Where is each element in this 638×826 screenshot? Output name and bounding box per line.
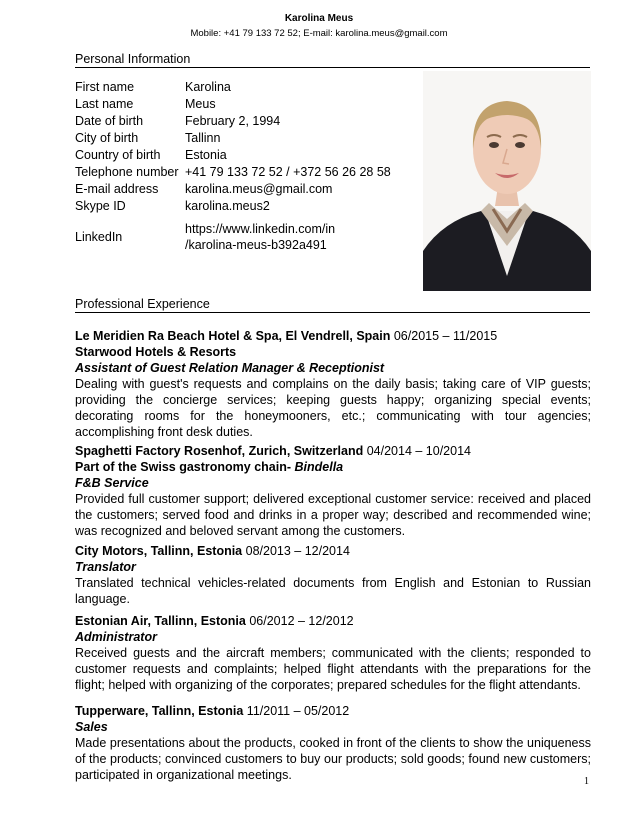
linkedin-link-line1: https://www.linkedin.com/in [185,222,336,236]
info-row [75,181,415,198]
info-value: +41 79 133 72 52 / +372 56 26 28 58 [185,165,391,179]
job-role: Assistant of Guest Relation Manager & Receptionist [75,361,385,375]
job-description: Made presentations about the products, cooked in front of the clients to show the uniqueness of the products; convinced customers to buy our products; sold goods; found new customers; participated in organizational meetings. [75,736,591,782]
profile-photo [423,71,591,291]
job-description: Dealing with guest's requests and complains on the daily basis; taking care of VIP guests; providing the concierge services; keeping guests happy; organizing special events; decorating rooms for the honeymooners, etc.; communicating with tour agencies; accomplishing front desk duties. [75,377,591,439]
job-entry [75,703,591,783]
job-heading [75,703,591,719]
info-row [75,164,415,181]
info-row [75,79,415,96]
job-heading [75,543,591,559]
info-label: Telephone number [75,165,179,179]
info-row [75,96,415,113]
info-label: Skype ID [75,199,126,213]
page-number: 1 [584,776,589,787]
job-entry [75,543,591,607]
job-place: City Motors, Tallinn, Estonia [75,544,243,558]
info-label: E-mail address [75,182,159,196]
info-label: Last name [75,97,134,111]
job-entry [75,613,591,693]
info-row [75,113,415,130]
header-contact: Mobile: +41 79 133 72 52; E-mail: karolina.meus@gmail.com [190,28,448,39]
job-company: Starwood Hotels & Resorts [75,345,237,359]
job-role: Administrator [75,630,157,644]
info-row [75,198,415,215]
job-entry [75,443,591,539]
job-place: Tupperware, Tallinn, Estonia [75,704,244,718]
job-role: Translator [75,560,136,574]
section-title-experience: Professional Experience [75,297,590,313]
info-row-linkedin [75,215,415,259]
info-row [75,147,415,164]
info-label: First name [75,80,135,94]
job-heading [75,613,591,629]
job-company-brand: Bindella [294,460,344,474]
info-value: Tallinn [185,131,221,145]
job-role: F&B Service [75,476,149,490]
job-description: Translated technical vehicles-related documents from English and Estonian to Russian language. [75,576,591,606]
job-place: Estonian Air, Tallinn, Estonia [75,614,246,628]
info-value: Karolina [185,80,231,94]
info-value: Estonia [185,148,227,162]
job-dates: 06/2015 – 11/2015 [393,329,498,343]
info-label: LinkedIn [75,230,123,244]
profile-photo-illustration [423,71,591,291]
info-label: Country of birth [75,148,161,162]
job-description: Provided full customer support; delivered exceptional customer service: received and placed the customers; served food and drinks in a proper way; described and recommended wine; was recognized and beloved servant among the customers. [75,492,591,538]
info-value: Meus [185,97,216,111]
info-row [75,130,415,147]
job-entry [75,328,591,440]
job-role: Sales [75,720,108,734]
job-dates: 04/2014 – 10/2014 [366,444,471,458]
linkedin-link[interactable] [185,215,415,259]
info-value: February 2, 1994 [185,114,281,128]
linkedin-link-line2: /karolina-meus-b392a491 [185,238,327,252]
job-company [75,459,591,475]
info-label: Date of birth [75,114,144,128]
info-value: karolina.meus@gmail.com [185,182,333,196]
job-heading [75,443,591,459]
info-value: karolina.meus2 [185,199,270,213]
job-place: Le Meridien Ra Beach Hotel & Spa, El Vendrell, Spain [75,329,391,343]
personal-info-table [75,79,415,259]
job-dates: 08/2013 – 12/2014 [245,544,350,558]
job-company-prefix: Part of the Swiss gastronomy chain- [75,460,295,474]
job-place: Spaghetti Factory Rosenhof, Zurich, Switzerland [75,444,364,458]
job-description: Received guests and the aircraft members; communicated with the clients; responded to customer requests and complaints; helped flight attendants with the preparations for the flight; helped with organizing of the corporates; prepared schedules for the flight attendants. [75,646,591,692]
job-dates: 06/2012 – 12/2012 [249,614,354,628]
info-label: City of birth [75,131,139,145]
header-name: Karolina Meus [284,13,354,24]
job-heading [75,328,591,344]
job-dates: 11/2011 – 05/2012 [246,704,350,718]
section-title-personal: Personal Information [75,52,590,68]
